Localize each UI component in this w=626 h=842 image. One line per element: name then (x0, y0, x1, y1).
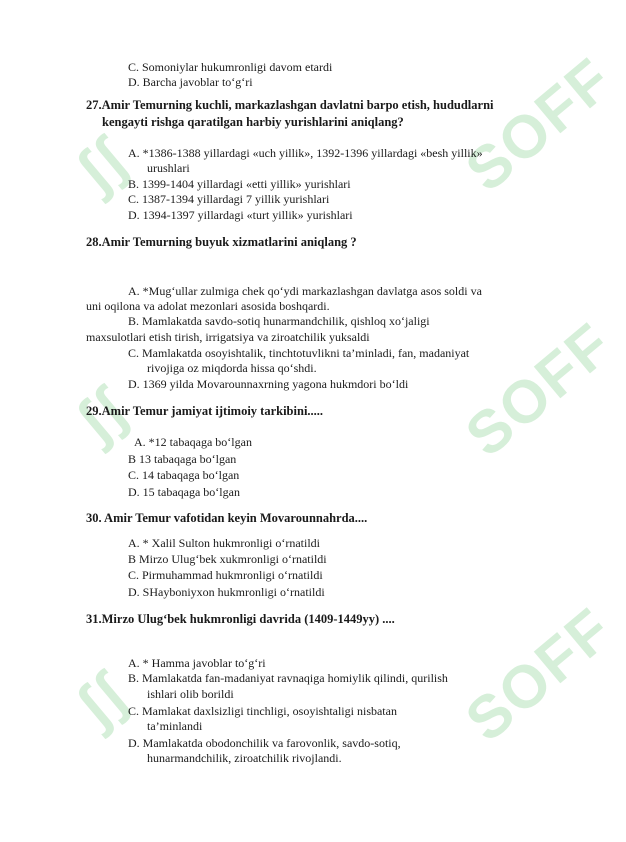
question-27-option-a-cont: urushlari (147, 161, 190, 175)
question-27-option-c: C. 1387-1394 yillardagi 7 yillik yurishlari (128, 192, 330, 206)
question-30-option-c: C. Pirmuhammad hukmronligi o‘rnatildi (128, 568, 323, 582)
question-30-option-b: B Mirzo Ulug‘bek xukmronligi o‘rnatildi (128, 552, 327, 566)
question-31-title: 31.Mirzo Ulug‘bek hukmronligi davrida (1409-1449yy) .... (86, 612, 395, 626)
question-29-option-a: A. *12 tabaqaga bo‘lgan (134, 435, 252, 449)
option-d: D. Barcha javoblar to‘g‘ri (128, 75, 253, 89)
question-31-option-b-cont: ishlari olib borildi (147, 687, 234, 701)
option-c: C. Somoniylar hukumronligi davom etardi (128, 60, 333, 74)
question-31-option-c: C. Mamlakat daxlsizligi tinchligi, osoyishtaligi nisbatan (128, 704, 397, 718)
question-28-title: 28.Amir Temurning buyuk xizmatlarini aniqlang ? (86, 235, 357, 249)
watermark-logo: ʃʃ (63, 374, 141, 455)
watermark-text: SOFF (453, 44, 625, 205)
question-31-option-b: B. Mamlakatda fan-madaniyat ravnaqiga homiylik qilindi, qurilish (128, 671, 448, 685)
question-27-option-b: B. 1399-1404 yillardagi «etti yillik» yurishlari (128, 177, 351, 191)
question-31-option-a: A. * Hamma javoblar to‘g‘ri (128, 656, 266, 670)
question-29-option-d: D. 15 tabaqaga bo‘lgan (128, 485, 240, 499)
question-28-option-d: D. 1369 yilda Movarounnaxrning yagona hukmdori bo‘ldi (128, 377, 409, 391)
question-30-option-a: A. * Xalil Sulton hukmronligi o‘rnatildi (128, 536, 320, 550)
question-28-option-c-cont: rivojiga oz miqdorda hissa qo‘shdi. (147, 361, 317, 375)
question-27-title: 27.Amir Temurning kuchli, markazlashgan davlatni barpo etish, hududlarni (86, 98, 494, 112)
question-27-title-cont: kengayti rishga qaratilgan harbiy yurishlarini aniqlang? (102, 115, 404, 129)
question-31-option-d-cont: hunarmandchilik, ziroatchilik rivojlandi. (147, 751, 342, 765)
question-29-title: 29.Amir Temur jamiyat ijtimoiy tarkibini..... (86, 404, 324, 418)
question-28-option-a: A. *Mug‘ullar zulmiga chek qo‘ydi markazlashgan davlatga asos soldi va (128, 284, 482, 298)
question-28-option-b-cont: maxsulotlari etish tirish, irrigatsiya va ziroatchilik yuksaldi (86, 330, 370, 344)
question-30-option-d: D. SHayboniyxon hukmronligi o‘rnatildi (128, 585, 325, 599)
question-29-option-c: C. 14 tabaqaga bo‘lgan (128, 468, 240, 482)
watermark-logo: ʃʃ (63, 124, 141, 205)
question-29-option-b: B 13 tabaqaga bo‘lgan (128, 452, 237, 466)
watermark-text: SOFF (453, 594, 625, 755)
question-31-option-d: D. Mamlakatda obodonchilik va farovonlik, savdo-sotiq, (128, 736, 401, 750)
question-28-option-b: B. Mamlakatda savdo-sotiq hunarmandchilik, qishloq xo‘jaligi (128, 314, 430, 328)
question-31-option-c-cont: ta’minlandi (147, 719, 203, 733)
watermark-logo: ʃʃ (63, 659, 141, 740)
question-28-option-c: C. Mamlakatda osoyishtalik, tinchtotuvlikni ta’minladi, fan, madaniyat (128, 346, 470, 360)
question-30-title: 30. Amir Temur vafotidan keyin Movarounnahrda.... (86, 511, 368, 525)
watermark-text: SOFF (453, 309, 625, 470)
question-28-option-a-cont: uni oqilona va adolat mezonlari asosida boshqardi. (86, 299, 330, 313)
question-27-option-d: D. 1394-1397 yillardagi «turt yillik» yurishlari (128, 208, 353, 222)
question-27-option-a: A. *1386-1388 yillardagi «uch yillik», 1392-1396 yillardagi «besh yillik» (128, 146, 483, 160)
